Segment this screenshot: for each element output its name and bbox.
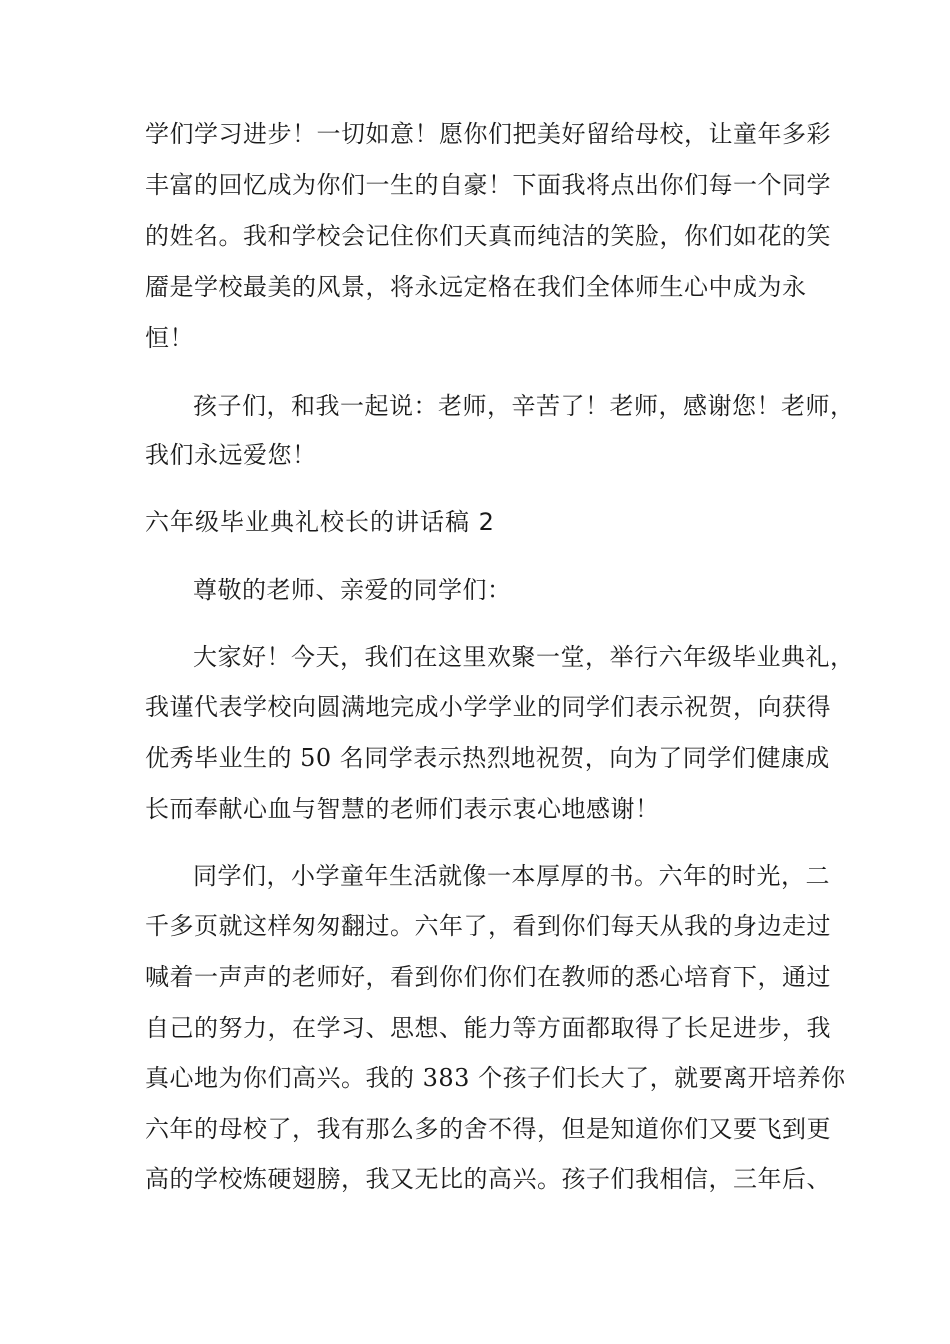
paragraph-line: 喊着一声声的老师好，看到你们你们在教师的悉心培育下，通过 xyxy=(145,963,831,991)
section-heading: 六年级毕业典礼校长的讲话稿 2 xyxy=(145,508,495,536)
paragraph-line: 丰富的回忆成为你们一生的自豪！下面我将点出你们每一个同学 xyxy=(145,171,831,199)
paragraph-line: 孩子们，和我一起说：老师，辛苦了！老师，感谢您！老师， xyxy=(193,392,855,420)
paragraph-line: 我们永远爱您！ xyxy=(145,441,317,469)
paragraph-line: 高的学校炼硬翅膀，我又无比的高兴。孩子们我相信，三年后、 xyxy=(145,1165,831,1193)
paragraph-line: 同学们，小学童年生活就像一本厚厚的书。六年的时光，二 xyxy=(193,862,830,890)
paragraph-line: 的姓名。我和学校会记住你们天真而纯洁的笑脸，你们如花的笑 xyxy=(145,222,831,250)
paragraph-line: 真心地为你们高兴。我的 383 个孩子们长大了，就要离开培养你 xyxy=(145,1064,846,1092)
paragraph-line: 靥是学校最美的风景，将永远定格在我们全体师生心中成为永 xyxy=(145,273,807,301)
paragraph-line: 优秀毕业生的 50 名同学表示热烈地祝贺，向为了同学们健康成 xyxy=(145,744,830,772)
paragraph-line: 六年的母校了，我有那么多的舍不得，但是知道你们又要飞到更 xyxy=(145,1115,831,1143)
paragraph-line: 千多页就这样匆匆翻过。六年了，看到你们每天从我的身边走过 xyxy=(145,912,831,940)
paragraph-line: 自己的努力，在学习、思想、能力等方面都取得了长足进步，我 xyxy=(145,1014,831,1042)
paragraph-line: 大家好！今天，我们在这里欢聚一堂，举行六年级毕业典礼， xyxy=(193,643,855,671)
paragraph-line: 我谨代表学校向圆满地完成小学学业的同学们表示祝贺，向获得 xyxy=(145,693,831,721)
paragraph-line: 学们学习进步！一切如意！愿你们把美好留给母校，让童年多彩 xyxy=(145,120,831,148)
salutation-line: 尊敬的老师、亲爱的同学们： xyxy=(193,576,512,604)
paragraph-line: 长而奉献心血与智慧的老师们表示衷心地感谢！ xyxy=(145,795,660,823)
paragraph-line: 恒！ xyxy=(145,324,194,352)
